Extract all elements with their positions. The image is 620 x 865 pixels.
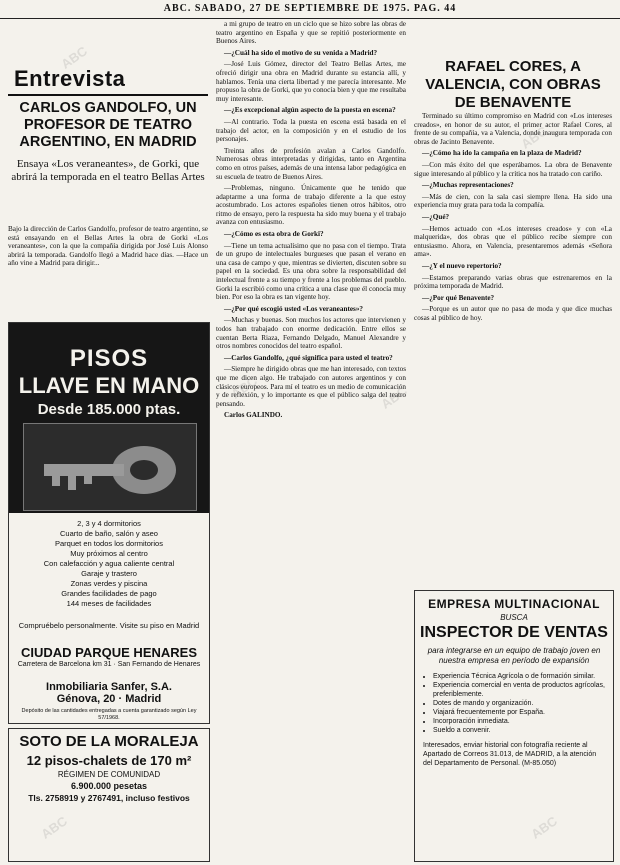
watermark-logo: ABC	[378, 383, 410, 412]
watermark-logo: ABC	[518, 123, 550, 152]
rafael-headline: RAFAEL CORES, A VALENCIA, CON OBRAS DE BENAVENTE	[425, 58, 601, 111]
paragraph: —Al contrario. Toda la puesta en escena está basada en el trabajo del actor, en la composición y en el estudio de los personajes.	[216, 117, 406, 144]
key-photo-image	[23, 423, 197, 511]
company-address: Génova, 20 · Madrid	[56, 693, 162, 705]
list-item: Cuarto de baño, salón y aseo	[60, 529, 158, 538]
ad-empresa-busca: BUSCA	[500, 613, 528, 622]
list-item: Parquet en todos los dormitorios	[55, 539, 163, 548]
question: —¿Por qué escogió usted «Los veraneantes»?	[224, 304, 364, 313]
interview-subhead: Ensaya «Los veraneantes», de Gorki, que abrirá la temporada en el teatro Bellas Artes	[11, 158, 205, 183]
question: —¿Cuál ha sido el motivo de su venida a Madrid?	[224, 48, 378, 57]
question: —Carlos Gandolfo, ¿qué significa para usted el teatro?	[224, 353, 393, 362]
page-header	[0, 0, 620, 19]
ad-pisos-features	[15, 519, 203, 609]
list-item: • Sueldo a convenir.	[433, 726, 607, 735]
ad-pisos-title2: LLAVE EN MANO	[18, 373, 200, 398]
interview-body	[216, 20, 406, 860]
paragraph: —Porque es un autor que no pasa de moda y que dice muchas cosas al público de hoy.	[414, 305, 612, 322]
list-item: Grandes facilidades de pago	[61, 589, 157, 598]
ad-empresa-sub: para integrarse en un equipo de trabajo joven en nuestra empresa en período de expansión	[427, 646, 601, 665]
paragraph: —Muchas y buenas. Son muchos los actores que intervienen y todos han trabajado con enorme dedicación. Entre ellos se cuentan Berta Riaza, Fernando Delgado, Manuel Alexandre y otros nombres conocidos del teatro español.	[216, 316, 406, 351]
paragraph: —Tiene un tema actualísimo que no pasa con el tiempo. Trata de un grupo de intelectuales burgueses que pasan el verano en una casa de campo y que, mientras se divierten, discuten sobre su papel en la sociedad. Es una obra sobre la responsabilidad del intelectual frente a su tiempo y frente a los problemas del pueblo. Gorki la escribió como una crítica a una clase que él conocía muy bien. Por eso la obra es tan vigente hoy.	[216, 241, 406, 302]
list-item: 2, 3 y 4 dormitorios	[77, 519, 141, 528]
ad-empresa-company: EMPRESA MULTINACIONAL	[428, 597, 600, 611]
question: —¿Muchas representaciones?	[422, 181, 514, 190]
ad-empresa-title: INSPECTOR DE VENTAS	[420, 624, 608, 641]
ad-pisos-price: Desde 185.000 ptas.	[37, 401, 181, 418]
paragraph: —Hemos actuado con «Los intereses creados» y con «La malquerida», dos obras que el público recibe siempre con entusiasmo. Ahora, en Valencia, presentaremos además «Señora ama».	[414, 224, 612, 259]
list-item: Zonas verdes y piscina	[70, 579, 148, 588]
list-item: Garaje y trastero	[81, 569, 137, 578]
question: —¿Cómo ha ido la campaña en la plaza de Madrid?	[422, 149, 582, 158]
paragraph: —Más de cien, con la sala casi siempre llena. Ha sido una experiencia muy grata para toda la compañía.	[414, 192, 612, 210]
paragraph: —Siempre he dirigido obras que me han interesado, con textos que me dicen algo. He trabajado con autores argentinos y con clásicos europeos. Para mí el teatro es un medio de comunicación y de reflexión, y lo importante es que el público salga del teatro pensando.	[216, 365, 406, 408]
watermark-logo: ABC	[58, 43, 90, 72]
watermark-logo: ABC	[228, 373, 260, 402]
section-title: Entrevista	[14, 66, 126, 91]
list-item: • Dotes de mando y organización.	[433, 699, 607, 708]
list-item: Con calefacción y agua caliente central	[43, 559, 175, 568]
header-line: ABC. SABADO, 27 DE SEPTIEMBRE DE 1975. PAG. 44	[163, 3, 457, 14]
rafael-body	[414, 112, 612, 580]
company-name: Inmobiliaria Sanfer, S.A.	[46, 681, 172, 693]
list-item: • Experiencia Técnica Agrícola o de formación similar.	[433, 672, 607, 681]
question: —¿Por qué Benavente?	[422, 293, 495, 302]
paragraph: —Estamos preparando varias obras que estrenaremos en la próxima temporada de Madrid.	[414, 273, 612, 291]
section-rule	[8, 94, 208, 96]
paragraph: —Con más éxito del que esperábamos. La obra de Benavente sigue interesando al público y la crítica nos ha tratado con cariño.	[414, 160, 612, 178]
paragraph: Treinta años de profesión avalan a Carlos Gandolfo. Numerosas obras interpretadas y dirigidas, tanto en Argentina como en otros países, además de una intensa labor pedagógica en su escuela de teatro de Buenos Aires.	[216, 146, 406, 181]
watermark-logo: ABC	[38, 813, 70, 842]
ad-empresa	[414, 590, 614, 862]
paragraph: a mi grupo de teatro en un ciclo que se hizo sobre las obras de teatro argentino en España y que se repitió posteriormente en Buenos Aires.	[216, 20, 406, 46]
ad-moraleja-price: 6.900.000 pesetas	[70, 781, 148, 791]
list-item: • Viajará frecuentemente por España.	[433, 708, 607, 717]
ad-pisos-visit: Compruébelo personalmente. Visite su piso en Madrid	[18, 621, 200, 630]
question: —¿Es excepcional algún aspecto de la puesta en escena?	[224, 106, 396, 115]
list-item: 144 meses de facilidades	[66, 599, 152, 608]
interview-intro: Bajo la dirección de Carlos Gandolfo, profesor de teatro argentino, se está ensayando en el Bellas Artes la obra de Gorki «Los veraneantes», con la que la compañía dirigida por José Luis Alonso abrirá la temporada. Gandolfo llegó a Madrid hace días. —Hace un año vine a Madrid para dirigir...	[8, 225, 208, 268]
ad-moraleja-regime: RÉGIMEN DE COMUNIDAD	[57, 770, 161, 779]
ad-pisos-title1: PISOS	[69, 345, 149, 372]
ad-pisos-ciudad: CIUDAD PARQUE HENARES	[21, 645, 197, 660]
paragraph: Terminado su último compromiso en Madrid con «Los intereses creados», en honor de su autor, el primer actor Rafael Cores, al frente de su compañía, va a Valencia, donde inaugura temporada con obras de Jacinto Benavente.	[414, 112, 612, 146]
ad-pisos-banner	[9, 323, 209, 513]
ad-pisos-fine-print: Depósito de las cantidades entregadas a cuenta garantizado según Ley 57/1968.	[21, 708, 197, 721]
ad-moraleja-contact: Tls. 2758919 y 2767491, incluso festivos	[28, 793, 190, 803]
question: —¿Y el nuevo repertorio?	[422, 261, 502, 270]
ad-empresa-contact: Interesados, enviar historial con fotografía reciente al Apartado de Correos 31.013, de MADRID, a la atención del Departamento de Personal. (M-85.050)	[423, 742, 597, 767]
ad-pisos-company	[15, 681, 203, 705]
ad-moraleja-title: SOTO DE LA MORALEJA	[19, 733, 199, 750]
list-item: Muy próximos al centro	[70, 549, 148, 558]
interview-headline: CARLOS GANDOLFO, UN PROFESOR DE TEATRO ARGENTINO, EN MADRID	[19, 100, 197, 150]
ad-moraleja	[8, 728, 210, 862]
watermark-logo: ABC	[528, 813, 560, 842]
ad-pisos-address: Carretera de Barcelona km 31 · San Fernando de Henares	[17, 661, 201, 668]
ad-pisos	[8, 322, 210, 724]
question: —¿Cómo es esta obra de Gorki?	[224, 230, 324, 239]
question: —¿Qué?	[422, 212, 450, 221]
paragraph: —Problemas, ninguno. Únicamente que he tenido que adaptarme a una forma de trabajo diferente a la que estoy acostumbrado. Los actores españoles tienen otros hábitos, otro ritmo de ensayo, pero la respuesta ha sido muy buena y el trabajo avanza con entusiasmo.	[216, 184, 406, 227]
list-item: • Incorporación inmediata.	[433, 717, 607, 726]
ad-empresa-requirements	[423, 672, 607, 735]
byline: Carlos GALINDO.	[224, 411, 283, 420]
key-illustration	[24, 424, 196, 510]
paragraph: —José Luis Gómez, director del Teatro Bellas Artes, me ofreció dirigir una obra en Madrid durante su estancia allí, y hablamos. Tenía una cierta libertad y me parecía interesante. Me propuso la obra de Gorki, que yo conocía bien y que me resultaba muy interesante.	[216, 60, 406, 103]
ad-moraleja-sub: 12 pisos-chalets de 170 m²	[26, 753, 192, 768]
list-item: • Experiencia comercial en venta de productos agrícolas, preferiblemente.	[433, 681, 607, 699]
